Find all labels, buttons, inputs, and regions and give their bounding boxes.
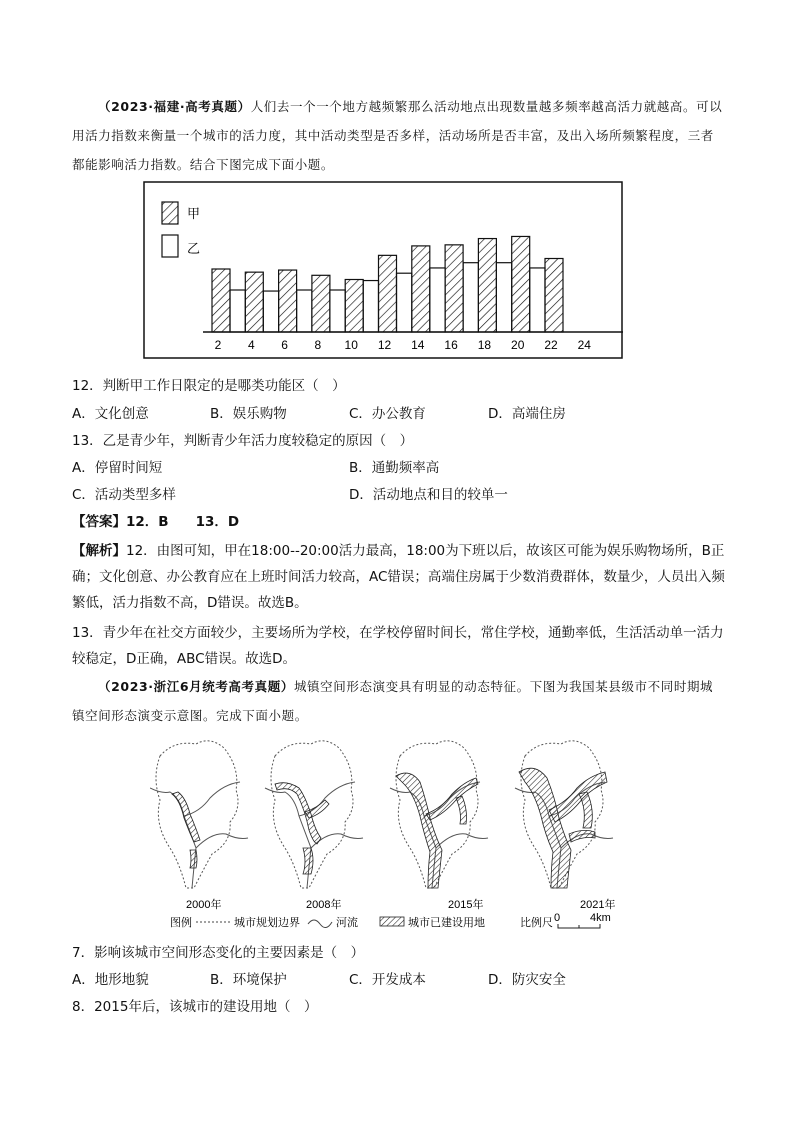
map-year-2015: 2015年 <box>448 899 484 911</box>
bar-jia-16 <box>445 245 463 332</box>
x-tick-label-8: 8 <box>314 338 322 352</box>
bar-yi-4 <box>263 291 278 332</box>
bar-yi-16 <box>463 263 478 332</box>
bar-jia-14 <box>412 246 430 332</box>
q7-option-d: D．防灾安全 <box>488 972 566 988</box>
x-tick-label-12: 12 <box>377 338 392 352</box>
analysis-13: 13．青少年在社交方面较少，主要场所为学校，在学校停留时间长，常住学校，通勤率低，生活活动单一活力较稳定，D正确，ABC错误。故选D。 <box>72 625 724 667</box>
q13-option-c: C．活动类型多样 <box>72 487 176 503</box>
x-tick-label-2: 2 <box>214 338 222 352</box>
x-tick-label-6: 6 <box>281 338 288 352</box>
bar-yi-14 <box>430 268 445 332</box>
q13-options-row2 <box>72 483 732 510</box>
activity-bar-chart <box>143 181 623 359</box>
x-tick-label-4: 4 <box>247 338 255 352</box>
q7-option-b: B．环境保护 <box>210 972 287 988</box>
bar-yi-8 <box>330 290 345 332</box>
bar-yi-12 <box>397 273 412 332</box>
q7-stem: 7．影响该城市空间形态变化的主要因素是（ ） <box>72 945 365 961</box>
q7-option-c: C．开发成本 <box>349 972 426 988</box>
q12-option-a: A．文化创意 <box>72 406 149 422</box>
x-tick-label-22: 22 <box>544 338 558 352</box>
x-tick-label-24: 24 <box>577 338 591 352</box>
legend-label-jia: 甲 <box>187 207 201 222</box>
q12-option-b: B．娱乐购物 <box>210 406 287 422</box>
analysis-label: 【解析】 <box>72 543 126 559</box>
bar-jia-8 <box>312 275 330 332</box>
map-year-2000: 2000年 <box>186 899 222 911</box>
q13-options-row1 <box>72 456 732 483</box>
analysis-12: 12．由图可知，甲在18:00--20:00活力最高，18:00为下班以后，故该区可能为娱乐购物场所，B正确；文化创意、办公教育应在上班时间活力较高，AC错误；高端住房属于少数消费群体，数量少，人员出入频繁低，活力指数不高，D错误。故选B。 <box>72 543 725 611</box>
answer-line <box>72 509 726 535</box>
bar-jia-6 <box>279 270 297 332</box>
intro-paragraph-2 <box>72 672 726 730</box>
map-year-2008: 2008年 <box>306 899 342 911</box>
map-legend-boundary: 城市规划边界 <box>234 917 300 929</box>
map-legend-river-icon <box>308 920 332 928</box>
map-panel-2000 <box>150 741 248 888</box>
x-tick-label-20: 20 <box>511 338 525 352</box>
map-year-2021: 2021年 <box>580 899 616 911</box>
q13-option-b: B．通勤频率高 <box>349 460 440 476</box>
analysis-paragraph-1 <box>72 538 726 616</box>
map-scale-zero: 0 <box>554 912 561 924</box>
map-panel-2015 <box>390 741 488 888</box>
map-legend-river: 河流 <box>336 917 358 929</box>
q13-stem: 13．乙是青少年，判断青少年活力度较稳定的原因（ ） <box>72 433 414 449</box>
answer-label: 【答案】 <box>72 514 126 530</box>
q13-option-a: A．停留时间短 <box>72 460 163 476</box>
intro-paragraph-1 <box>72 92 726 179</box>
legend-label-yi: 乙 <box>187 242 201 257</box>
x-tick-label-10: 10 <box>344 338 358 352</box>
bar-jia-18 <box>478 239 496 332</box>
legend-swatch-yi <box>162 235 178 257</box>
bar-yi-20 <box>530 268 545 332</box>
bar-jia-10 <box>345 280 363 333</box>
map-legend-built-swatch <box>380 917 404 926</box>
bar-jia-2 <box>212 269 230 332</box>
intro2-source: （2023·浙江6月统考高考真题） <box>98 679 294 694</box>
map-legend-title: 图例 <box>170 917 192 929</box>
bar-jia-20 <box>512 236 530 332</box>
bar-yi-6 <box>297 290 312 332</box>
q12-option-d: D．高端住房 <box>488 406 566 422</box>
map-panel-2008 <box>265 741 363 888</box>
q7-option-a: A．地形地貌 <box>72 972 149 988</box>
bar-yi-10 <box>363 281 378 332</box>
bar-jia-12 <box>379 255 397 332</box>
map-panel-2021 <box>515 741 613 888</box>
q7-options <box>72 968 732 995</box>
q12-options <box>72 402 732 429</box>
x-tick-label-14: 14 <box>411 338 425 352</box>
intro2-text: 城镇空间形态演变具有明显的动态特征。下图为我国某县级市不同时期城镇空间形态演变示意图。完成下面小题。 <box>72 679 714 723</box>
map-legend-built: 城市已建设用地 <box>408 917 485 929</box>
legend-swatch-jia <box>162 202 178 224</box>
x-tick-label-18: 18 <box>477 338 492 352</box>
q12-stem: 12．判断甲工作日限定的是哪类功能区（ ） <box>72 378 346 394</box>
bar-jia-4 <box>245 272 263 332</box>
intro-source: （2023·福建·高考真题） <box>98 99 251 114</box>
map-scale-label: 比例尺 <box>520 917 553 929</box>
x-tick-label-16: 16 <box>444 338 458 352</box>
q12-option-c: C．办公教育 <box>349 406 426 422</box>
bar-yi-18 <box>496 263 511 332</box>
intro-text: 人们去一个一个地方越频繁那么活动地点出现数量越多频率越高活力就越高。可以用活力指数来衡量一个城市的活力度，其中活动类型是否多样，活动场所是否丰富，及出入场所频繁程度，三者都能影响活力指数。结合下图完成下面小题。 <box>72 99 723 172</box>
map-scale-value: 4km <box>590 912 611 924</box>
q8-stem: 8．2015年后，该城市的建设用地（ ） <box>72 999 318 1015</box>
bar-jia-22 <box>545 259 563 333</box>
bar-yi-2 <box>230 290 245 332</box>
q13-option-d: D．活动地点和目的较单一 <box>349 487 508 503</box>
urban-form-map <box>150 738 650 938</box>
map-scale-bar <box>558 924 600 928</box>
answer-text: 12．B 13．D <box>126 514 240 530</box>
